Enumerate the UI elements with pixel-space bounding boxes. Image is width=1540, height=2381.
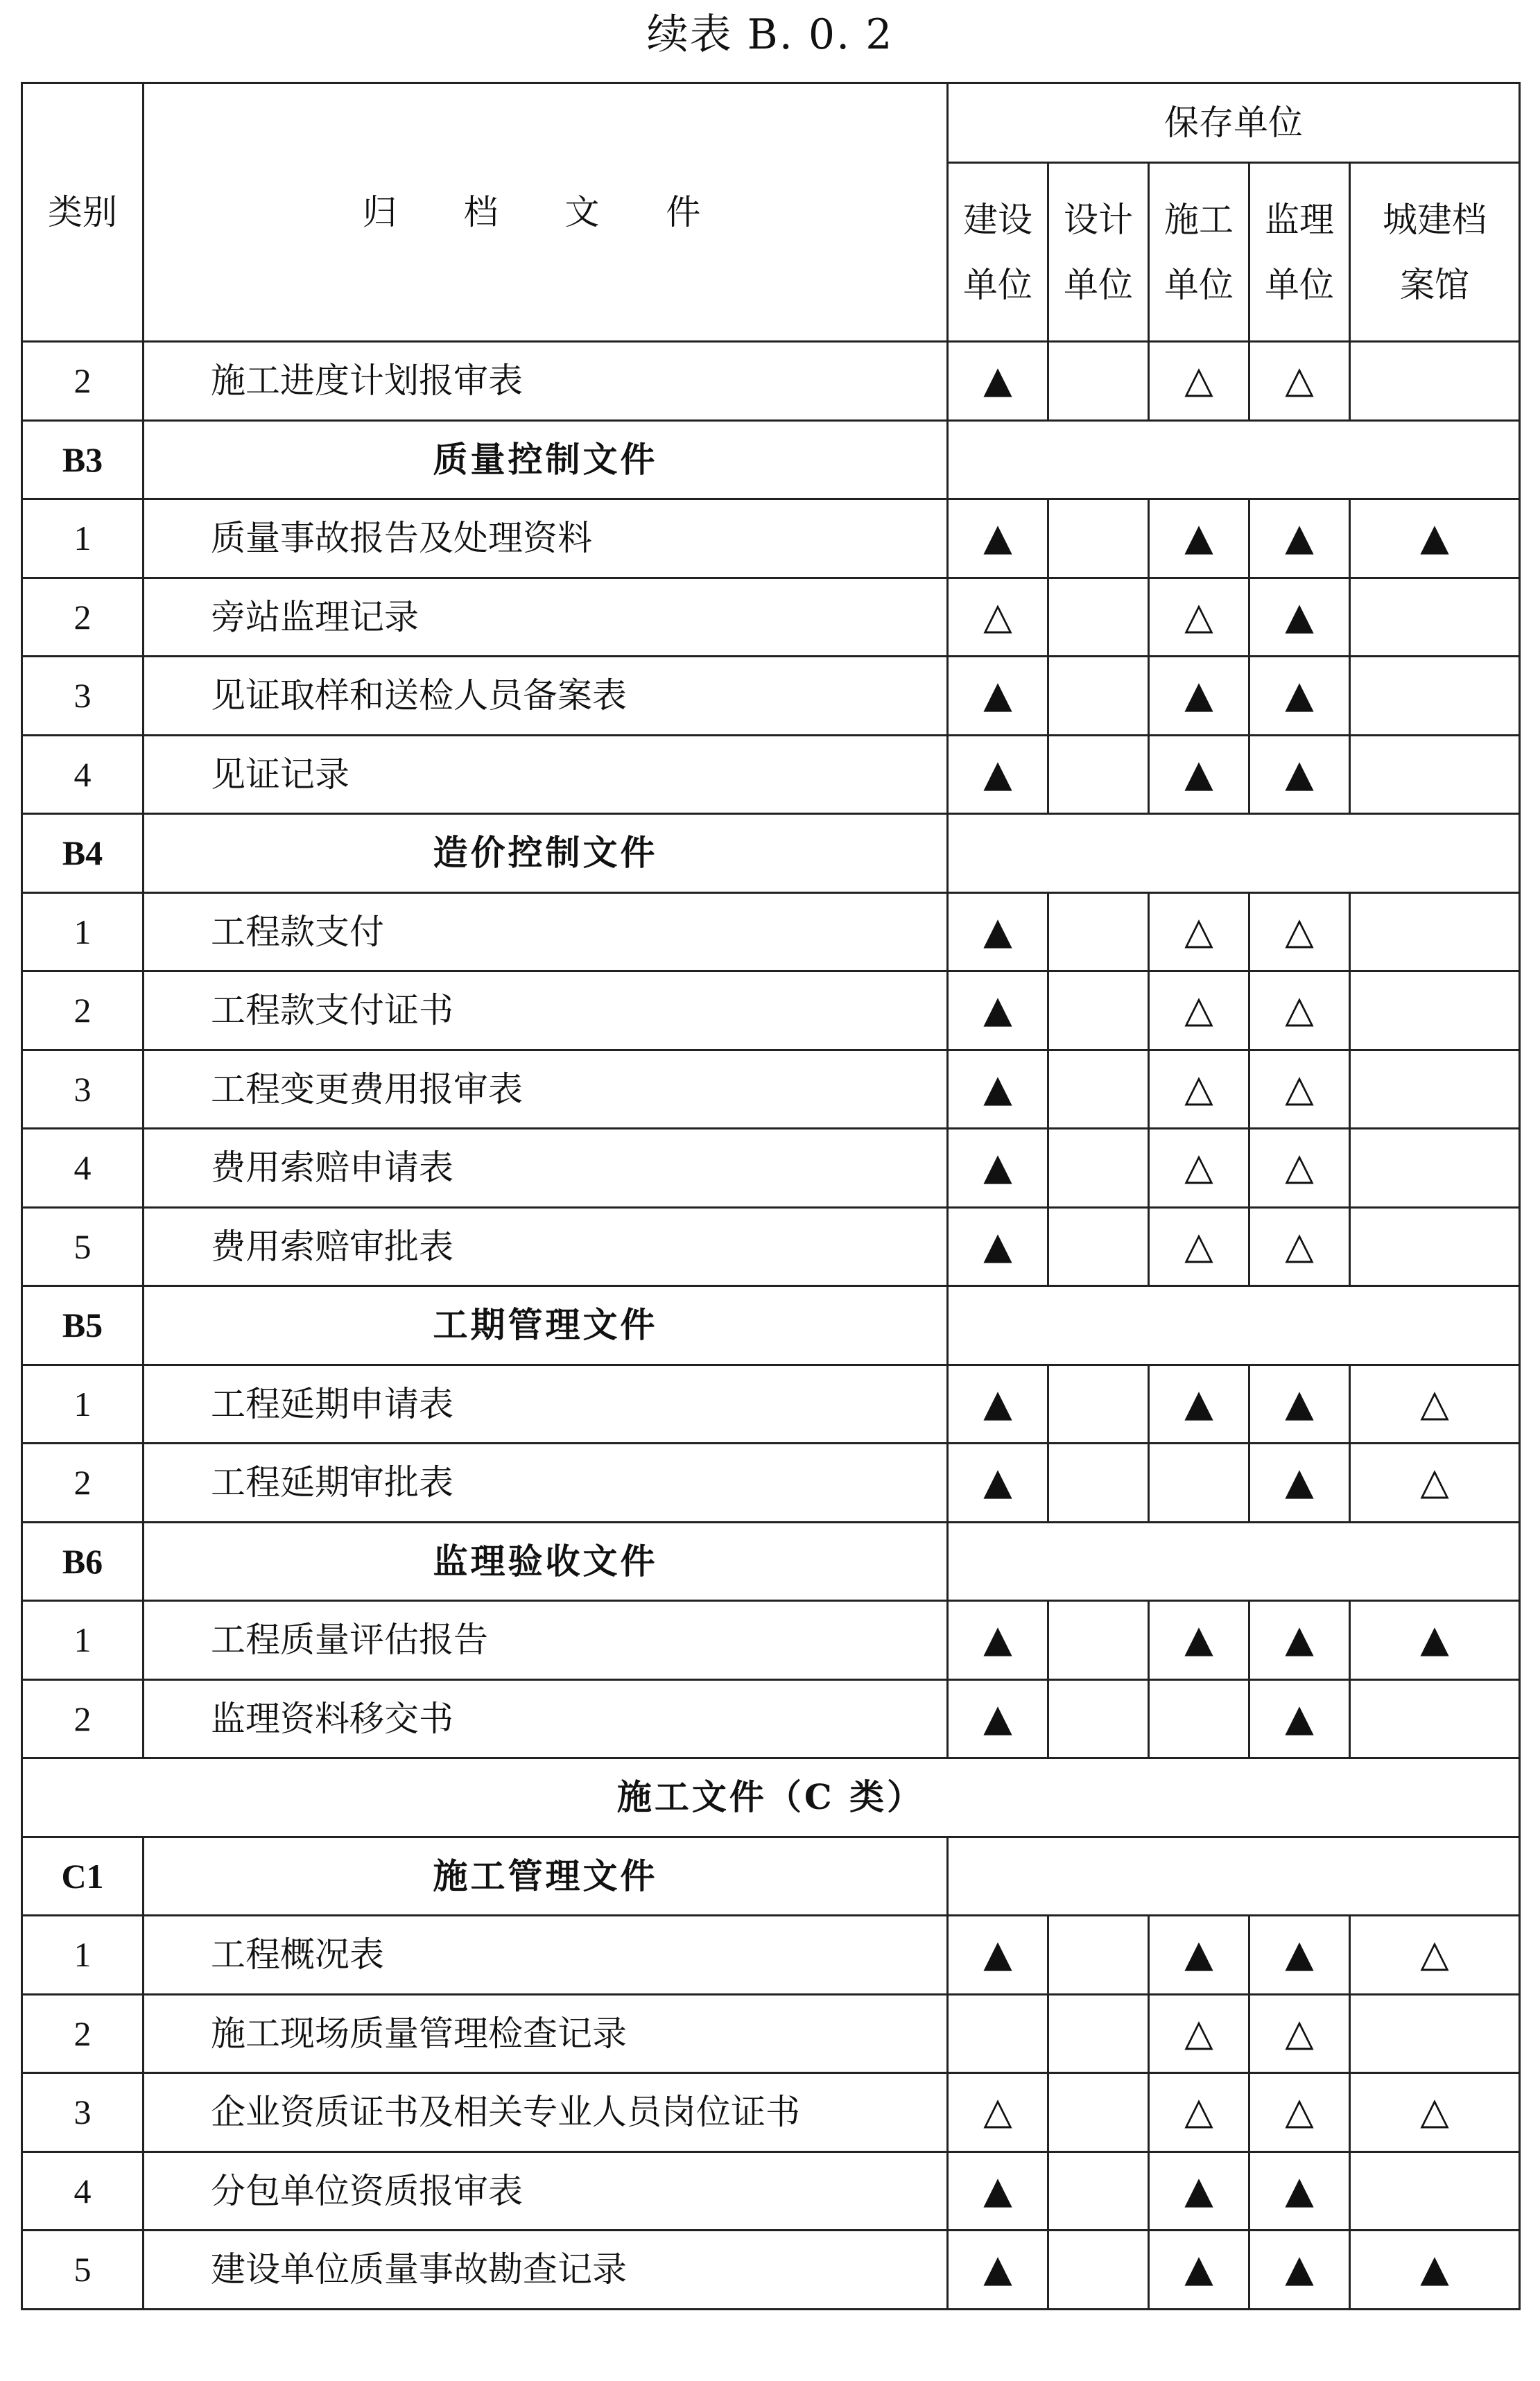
mark-cell-contractor: [1149, 1207, 1249, 1286]
mark-cell-supervision: [1249, 1365, 1350, 1444]
table-row: [22, 2231, 1520, 2310]
file-name: 费用索赔申请表: [144, 1129, 948, 1208]
empty-cell-urban-archive: [1350, 2151, 1520, 2231]
mark-cell-supervision: [1249, 578, 1350, 657]
mark-cell-supervision: [1249, 2231, 1350, 2310]
filled-triangle-icon: ▲: [1420, 1617, 1449, 1661]
open-triangle-icon: △: [1184, 594, 1213, 638]
file-name: 见证取样和送检人员备案表: [144, 657, 948, 736]
open-triangle-icon: △: [1285, 1145, 1314, 1189]
row-number: 2: [22, 1994, 144, 2073]
mark-cell-supervision: [1249, 1444, 1350, 1523]
mark-cell-urban-archive: [1350, 1601, 1520, 1680]
file-name: 施工现场质量管理检查记录: [144, 1994, 948, 2073]
group-empty-cell: [948, 1837, 1520, 1916]
filled-triangle-icon: ▲: [983, 2246, 1012, 2291]
mark-cell-supervision: [1249, 342, 1350, 421]
file-name: 见证记录: [144, 735, 948, 814]
filled-triangle-icon: ▲: [1184, 1617, 1213, 1661]
mark-cell-construction: [948, 578, 1048, 657]
filled-triangle-icon: ▲: [983, 908, 1012, 953]
empty-cell-urban-archive: [1350, 342, 1520, 421]
empty-cell-urban-archive: [1350, 971, 1520, 1050]
open-triangle-icon: △: [1285, 1223, 1314, 1267]
group-empty-cell: [948, 420, 1520, 499]
open-triangle-icon: △: [983, 594, 1012, 638]
group-row: [22, 1522, 1520, 1601]
file-name: 建设单位质量事故勘查记录: [144, 2231, 948, 2310]
open-triangle-icon: △: [1285, 358, 1314, 402]
open-triangle-icon: △: [1285, 2089, 1314, 2133]
mark-cell-construction: [948, 892, 1048, 971]
file-name: 施工进度计划报审表: [144, 342, 948, 421]
mark-cell-construction: [948, 342, 1048, 421]
file-name: 工程概况表: [144, 1916, 948, 1995]
group-row: [22, 420, 1520, 499]
file-name: 监理资料移交书: [144, 1679, 948, 1758]
table-row: [22, 578, 1520, 657]
table-row: [22, 1679, 1520, 1758]
open-triangle-icon: △: [1420, 1932, 1449, 1976]
file-name: 工程延期审批表: [144, 1444, 948, 1523]
filled-triangle-icon: ▲: [983, 1223, 1012, 1267]
table-row: [22, 1365, 1520, 1444]
filled-triangle-icon: ▲: [983, 1617, 1012, 1661]
empty-cell-design: [1048, 1916, 1149, 1995]
filled-triangle-icon: ▲: [1285, 1380, 1314, 1425]
filled-triangle-icon: ▲: [983, 1145, 1012, 1189]
open-triangle-icon: △: [1184, 987, 1213, 1032]
filled-triangle-icon: ▲: [1184, 751, 1213, 795]
filled-triangle-icon: ▲: [1184, 2167, 1213, 2212]
empty-cell-design: [1048, 578, 1149, 657]
filled-triangle-icon: ▲: [983, 2167, 1012, 2212]
empty-cell-design: [1048, 657, 1149, 736]
empty-cell-contractor: [1149, 1679, 1249, 1758]
empty-cell-design: [1048, 1207, 1149, 1286]
table-row: [22, 1916, 1520, 1995]
mark-cell-contractor: [1149, 892, 1249, 971]
mark-cell-urban-archive: [1350, 1365, 1520, 1444]
file-name: 分包单位资质报审表: [144, 2151, 948, 2231]
mark-cell-construction: [948, 1916, 1048, 1995]
row-number: 1: [22, 1916, 144, 1995]
mark-cell-supervision: [1249, 735, 1350, 814]
group-code: B4: [22, 814, 144, 893]
open-triangle-icon: △: [1184, 2089, 1213, 2133]
filled-triangle-icon: ▲: [1285, 1460, 1314, 1504]
mark-cell-construction: [948, 1050, 1048, 1129]
empty-cell-urban-archive: [1350, 1207, 1520, 1286]
mark-cell-construction: [948, 1679, 1048, 1758]
mark-cell-contractor: [1149, 2151, 1249, 2231]
table-row: [22, 499, 1520, 578]
table-row: [22, 971, 1520, 1050]
group-title: 施工管理文件: [144, 1837, 948, 1916]
mark-cell-supervision: [1249, 971, 1350, 1050]
empty-cell-urban-archive: [1350, 1129, 1520, 1208]
mark-cell-construction: [948, 1129, 1048, 1208]
empty-cell-design: [1048, 1129, 1149, 1208]
mark-cell-contractor: [1149, 735, 1249, 814]
filled-triangle-icon: ▲: [983, 1695, 1012, 1740]
header-storage-unit: 保存单位: [948, 83, 1520, 163]
mark-cell-supervision: [1249, 1129, 1350, 1208]
mark-cell-contractor: [1149, 1050, 1249, 1129]
mark-cell-urban-archive: [1350, 1916, 1520, 1995]
row-number: 5: [22, 2231, 144, 2310]
row-number: 1: [22, 1601, 144, 1680]
mark-cell-contractor: [1149, 1994, 1249, 2073]
group-title: 造价控制文件: [144, 814, 948, 893]
open-triangle-icon: △: [1184, 1066, 1213, 1110]
open-triangle-icon: △: [1285, 987, 1314, 1032]
filled-triangle-icon: ▲: [1285, 673, 1314, 717]
empty-cell-design: [1048, 735, 1149, 814]
open-triangle-icon: △: [1285, 908, 1314, 953]
mark-cell-contractor: [1149, 1365, 1249, 1444]
row-number: 4: [22, 735, 144, 814]
table-row: [22, 657, 1520, 736]
row-number: 3: [22, 1050, 144, 1129]
open-triangle-icon: △: [983, 2089, 1012, 2133]
group-code: B6: [22, 1522, 144, 1601]
group-code: C1: [22, 1837, 144, 1916]
open-triangle-icon: △: [1285, 1066, 1314, 1110]
file-name: 工程款支付证书: [144, 971, 948, 1050]
mark-cell-construction: [948, 2231, 1048, 2310]
header-unit-contractor: 施工 单位: [1149, 163, 1249, 342]
empty-cell-urban-archive: [1350, 657, 1520, 736]
row-number: 2: [22, 1679, 144, 1758]
group-title: 质量控制文件: [144, 420, 948, 499]
mark-cell-contractor: [1149, 1916, 1249, 1995]
file-name: 工程变更费用报审表: [144, 1050, 948, 1129]
mark-cell-supervision: [1249, 657, 1350, 736]
filled-triangle-icon: ▲: [983, 1066, 1012, 1110]
empty-cell-urban-archive: [1350, 892, 1520, 971]
empty-cell-design: [1048, 2231, 1149, 2310]
filled-triangle-icon: ▲: [983, 358, 1012, 402]
row-number: 2: [22, 1444, 144, 1523]
table-row: [22, 1207, 1520, 1286]
filled-triangle-icon: ▲: [1285, 2167, 1314, 2212]
filled-triangle-icon: ▲: [1285, 1932, 1314, 1976]
mark-cell-contractor: [1149, 342, 1249, 421]
open-triangle-icon: △: [1184, 908, 1213, 953]
mark-cell-contractor: [1149, 1601, 1249, 1680]
empty-cell-design: [1048, 1994, 1149, 2073]
empty-cell-urban-archive: [1350, 1679, 1520, 1758]
mark-cell-supervision: [1249, 499, 1350, 578]
mark-cell-supervision: [1249, 1916, 1350, 1995]
header-unit-supervision: 监理 单位: [1249, 163, 1350, 342]
mark-cell-supervision: [1249, 892, 1350, 971]
empty-cell-design: [1048, 2151, 1149, 2231]
table-row: [22, 1129, 1520, 1208]
table-row: [22, 892, 1520, 971]
empty-cell-design: [1048, 1444, 1149, 1523]
row-number: 1: [22, 1365, 144, 1444]
mark-cell-construction: [948, 1444, 1048, 1523]
open-triangle-icon: △: [1420, 1460, 1449, 1504]
mark-cell-contractor: [1149, 2231, 1249, 2310]
mark-cell-contractor: [1149, 971, 1249, 1050]
header-unit-design: 设计 单位: [1048, 163, 1149, 342]
group-empty-cell: [948, 1522, 1520, 1601]
mark-cell-construction: [948, 1365, 1048, 1444]
file-name: 费用索赔审批表: [144, 1207, 948, 1286]
group-code: B5: [22, 1286, 144, 1365]
filled-triangle-icon: ▲: [1285, 1695, 1314, 1740]
header-unit-construction: 建设 单位: [948, 163, 1048, 342]
group-row: [22, 1286, 1520, 1365]
open-triangle-icon: △: [1420, 2089, 1449, 2133]
mark-cell-construction: [948, 2073, 1048, 2152]
mark-cell-contractor: [1149, 657, 1249, 736]
group-code: B3: [22, 420, 144, 499]
mark-cell-urban-archive: [1350, 499, 1520, 578]
empty-cell-urban-archive: [1350, 1050, 1520, 1129]
filled-triangle-icon: ▲: [983, 1380, 1012, 1425]
archive-table: [21, 82, 1521, 2310]
empty-cell-design: [1048, 342, 1149, 421]
row-number: 3: [22, 2073, 144, 2152]
mark-cell-supervision: [1249, 1679, 1350, 1758]
empty-cell-design: [1048, 499, 1149, 578]
mark-cell-supervision: [1249, 1207, 1350, 1286]
filled-triangle-icon: ▲: [1285, 515, 1314, 560]
filled-triangle-icon: ▲: [983, 1460, 1012, 1504]
row-number: 2: [22, 971, 144, 1050]
empty-cell-design: [1048, 1050, 1149, 1129]
empty-cell-design: [1048, 1601, 1149, 1680]
row-number: 2: [22, 578, 144, 657]
mark-cell-construction: [948, 657, 1048, 736]
filled-triangle-icon: ▲: [1184, 673, 1213, 717]
open-triangle-icon: △: [1184, 2010, 1213, 2054]
mark-cell-construction: [948, 1601, 1048, 1680]
empty-cell-design: [1048, 971, 1149, 1050]
group-row: [22, 1837, 1520, 1916]
filled-triangle-icon: ▲: [983, 987, 1012, 1032]
mark-cell-construction: [948, 2151, 1048, 2231]
row-number: 3: [22, 657, 144, 736]
empty-cell-contractor: [1149, 1444, 1249, 1523]
filled-triangle-icon: ▲: [1184, 1380, 1213, 1425]
file-name: 质量事故报告及处理资料: [144, 499, 948, 578]
filled-triangle-icon: ▲: [983, 751, 1012, 795]
mark-cell-supervision: [1249, 1601, 1350, 1680]
filled-triangle-icon: ▲: [1184, 1932, 1213, 1976]
group-title: 监理验收文件: [144, 1522, 948, 1601]
mark-cell-supervision: [1249, 2073, 1350, 2152]
open-triangle-icon: △: [1285, 2010, 1314, 2054]
mark-cell-construction: [948, 735, 1048, 814]
empty-cell-design: [1048, 1679, 1149, 1758]
filled-triangle-icon: ▲: [1285, 2246, 1314, 2291]
filled-triangle-icon: ▲: [1184, 2246, 1213, 2291]
open-triangle-icon: △: [1184, 358, 1213, 402]
mark-cell-urban-archive: [1350, 2231, 1520, 2310]
open-triangle-icon: △: [1420, 1380, 1449, 1425]
mark-cell-contractor: [1149, 1129, 1249, 1208]
table-title: 续表 B. 0. 2: [646, 10, 894, 59]
filled-triangle-icon: ▲: [1285, 751, 1314, 795]
mark-cell-supervision: [1249, 1994, 1350, 2073]
filled-triangle-icon: ▲: [1420, 515, 1449, 560]
empty-cell-design: [1048, 1365, 1149, 1444]
file-name: 工程质量评估报告: [144, 1601, 948, 1680]
table-row: [22, 1444, 1520, 1523]
group-empty-cell: [948, 1286, 1520, 1365]
row-number: 5: [22, 1207, 144, 1286]
header-unit-urban-archive: 城建档 案馆: [1350, 163, 1520, 342]
table-row: [22, 1050, 1520, 1129]
row-number: 1: [22, 499, 144, 578]
filled-triangle-icon: ▲: [1285, 594, 1314, 638]
header-archive-file: 归 档 文 件: [144, 83, 948, 342]
mark-cell-urban-archive: [1350, 2073, 1520, 2152]
mark-cell-construction: [948, 971, 1048, 1050]
group-title: 工期管理文件: [144, 1286, 948, 1365]
table-row: [22, 2151, 1520, 2231]
file-name: 旁站监理记录: [144, 578, 948, 657]
filled-triangle-icon: ▲: [1285, 1617, 1314, 1661]
file-name: 工程款支付: [144, 892, 948, 971]
mark-cell-supervision: [1249, 2151, 1350, 2231]
empty-cell-urban-archive: [1350, 735, 1520, 814]
open-triangle-icon: △: [1184, 1223, 1213, 1267]
empty-cell-design: [1048, 2073, 1149, 2152]
group-empty-cell: [948, 814, 1520, 893]
header-category: 类别: [22, 83, 144, 342]
file-name: 企业资质证书及相关专业人员岗位证书: [144, 2073, 948, 2152]
mark-cell-contractor: [1149, 499, 1249, 578]
empty-cell-urban-archive: [1350, 1994, 1520, 2073]
mark-cell-supervision: [1249, 1050, 1350, 1129]
table-row: [22, 2073, 1520, 2152]
section-title: 施工文件（C 类）: [22, 1758, 1520, 1837]
mark-cell-construction: [948, 499, 1048, 578]
table-row: [22, 342, 1520, 421]
mark-cell-urban-archive: [1350, 1444, 1520, 1523]
mark-cell-construction: [948, 1207, 1048, 1286]
open-triangle-icon: △: [1184, 1145, 1213, 1189]
row-number: 4: [22, 2151, 144, 2231]
table-row: [22, 1601, 1520, 1680]
mark-cell-contractor: [1149, 2073, 1249, 2152]
filled-triangle-icon: ▲: [983, 515, 1012, 560]
group-row: [22, 814, 1520, 893]
row-number: 4: [22, 1129, 144, 1208]
filled-triangle-icon: ▲: [983, 673, 1012, 717]
filled-triangle-icon: ▲: [1184, 515, 1213, 560]
empty-cell-design: [1048, 892, 1149, 971]
row-number: 1: [22, 892, 144, 971]
file-name: 工程延期申请表: [144, 1365, 948, 1444]
empty-cell-construction: [948, 1994, 1048, 2073]
empty-cell-urban-archive: [1350, 578, 1520, 657]
row-number: 2: [22, 342, 144, 421]
table-row: [22, 735, 1520, 814]
table-row: [22, 1994, 1520, 2073]
section-row: [22, 1758, 1520, 1837]
filled-triangle-icon: ▲: [1420, 2246, 1449, 2291]
mark-cell-contractor: [1149, 578, 1249, 657]
filled-triangle-icon: ▲: [983, 1932, 1012, 1976]
